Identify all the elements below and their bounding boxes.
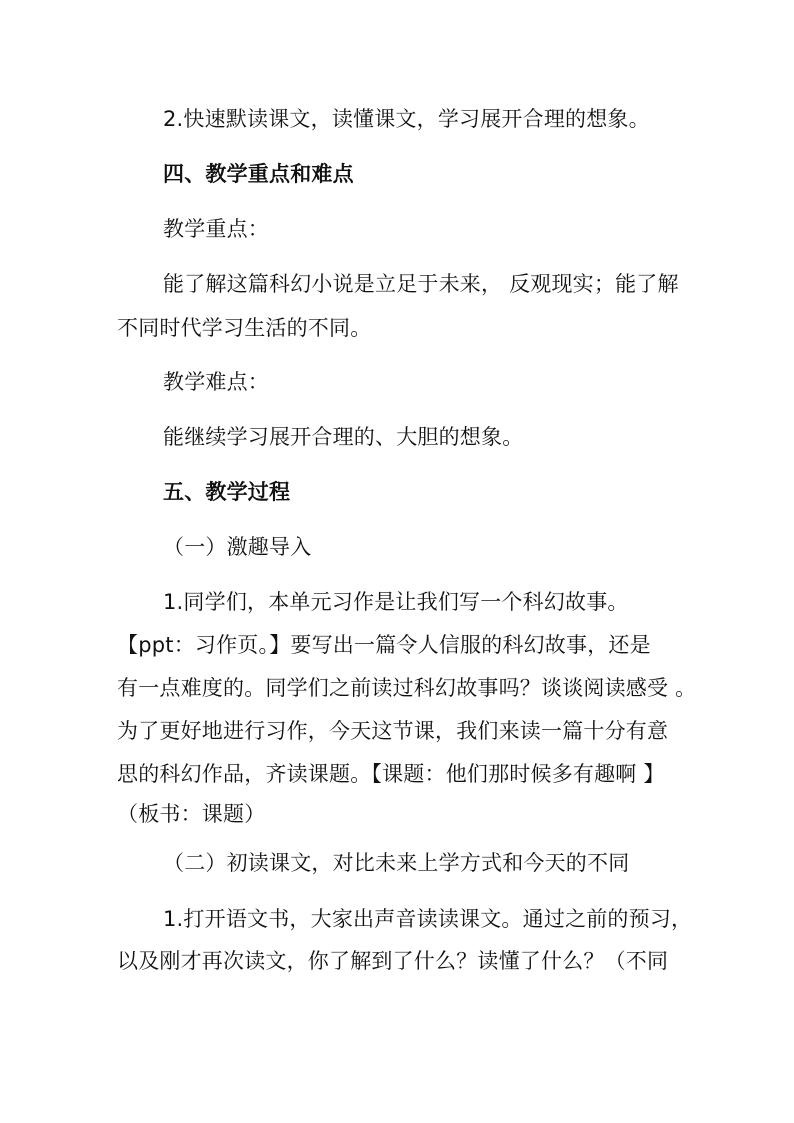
step-1-paragraph-line-5: 思的科幻作品，齐读课题。【课题：他们那时候多有趣啊 】 — [117, 762, 665, 786]
step-2-paragraph-line-1: 1.打开语文书，大家出声音读读课文。通过之前的预习， — [163, 907, 693, 931]
section-4-heading: 四、教学重点和难点 — [163, 162, 354, 186]
key-points-label: 教学重点： — [163, 217, 269, 241]
step-1-paragraph-line-4: 为了更好地进行习作，今天这节课，我们来读一篇十分有意 — [117, 719, 669, 743]
step-2-heading: （二）初读课文，对比未来上学方式和今天的不同 — [163, 851, 630, 875]
step-1-paragraph-line-1: 1.同学们，本单元习作是让我们写一个科幻故事。 — [163, 590, 629, 614]
step-1-paragraph-line-2: 【ppt：习作页。】要写出一篇令人信服的科幻故事，还是 — [117, 633, 651, 657]
difficulties-label: 教学难点： — [163, 370, 269, 394]
step-1-paragraph-line-3: 有一点难度的。同学们之前读过科幻故事吗？谈谈阅读感受 。 — [117, 676, 697, 700]
step-2-paragraph-line-2: 以及刚才再次读文，你了解到了什么？读懂了什么？（不同 — [117, 949, 669, 973]
key-points-text-line-2: 不同时代学习生活的不同。 — [117, 316, 372, 340]
objective-2-text: 2.快速默读课文，读懂课文，学习展开合理的想象。 — [163, 107, 650, 131]
section-5-heading: 五、教学过程 — [163, 480, 291, 504]
key-points-text-line-1: 能了解这篇科幻小说是立足于未来， 反观现实；能了解 — [163, 272, 679, 296]
step-1-paragraph-line-6: （板书：课题） — [117, 802, 266, 826]
difficulties-text: 能继续学习展开合理的、大胆的想象。 — [163, 425, 524, 449]
step-1-heading: （一）激趣导入 — [163, 535, 312, 559]
